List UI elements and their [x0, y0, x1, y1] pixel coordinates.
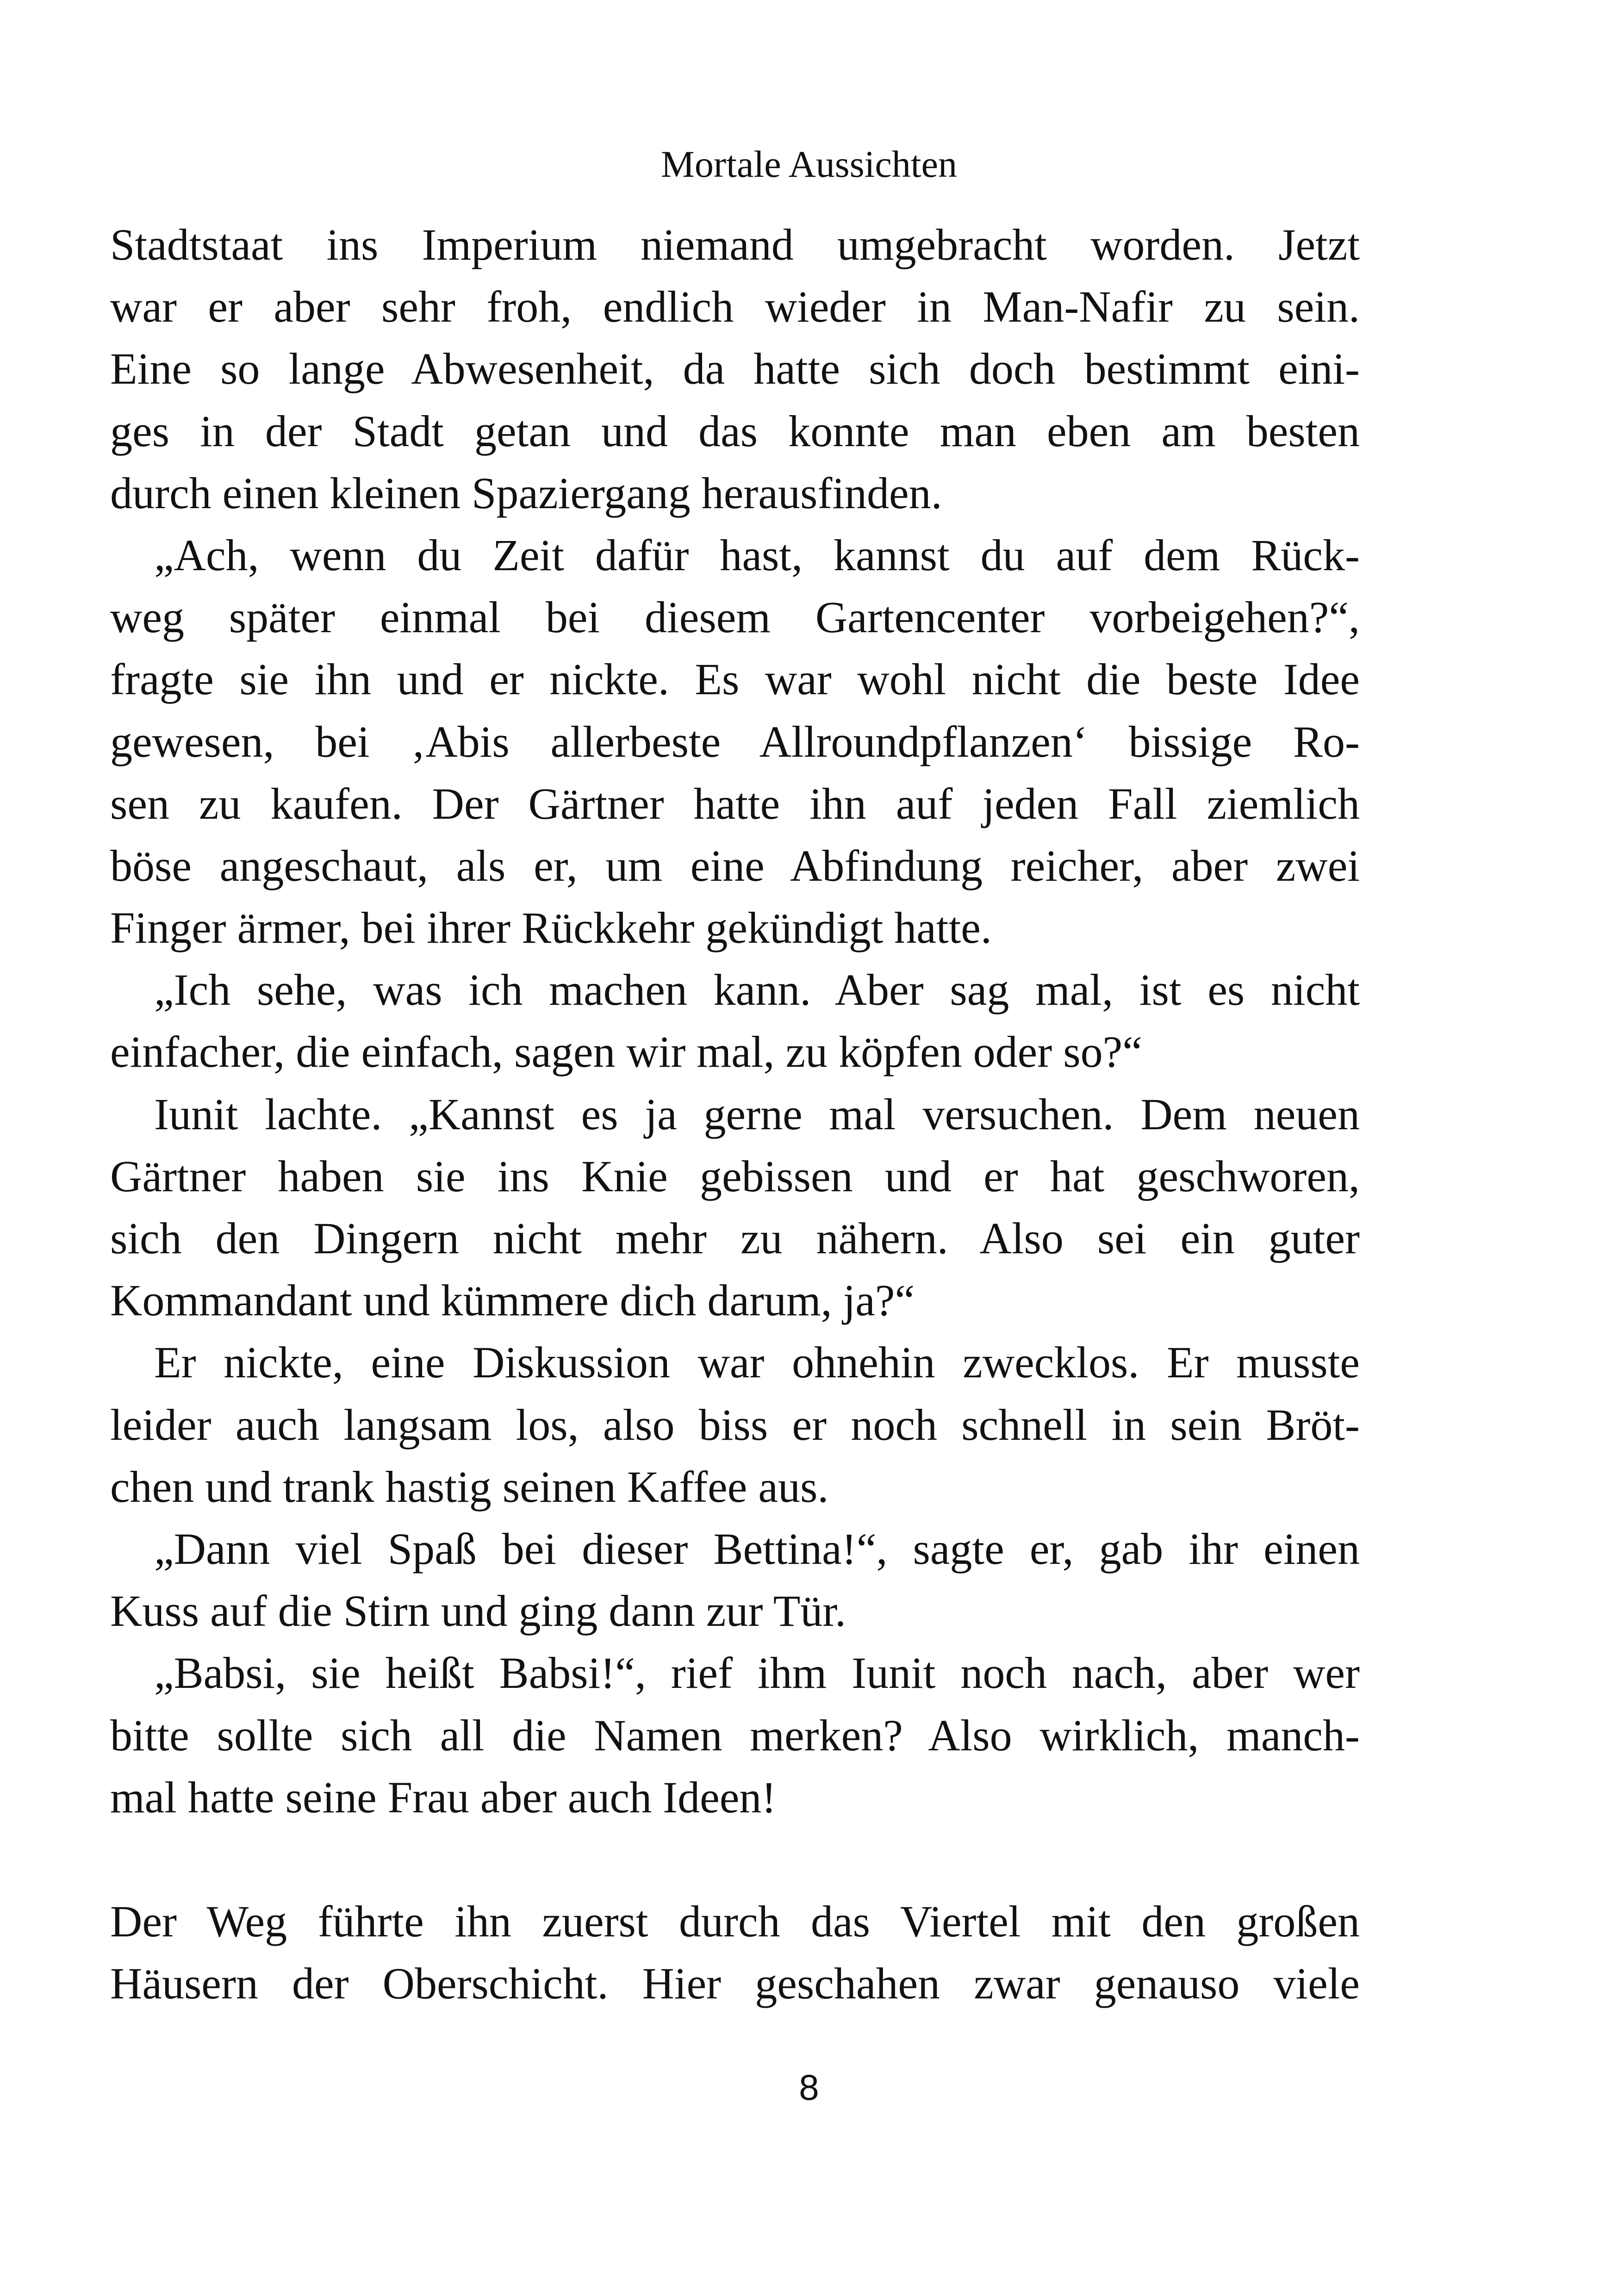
text-line: Iunit lachte. „Kannst es ja gerne mal versuchen. Dem neuen [154, 1089, 1360, 1139]
text-line: „Ach, wenn du Zeit dafür hast, kannst du auf dem Rück- [154, 530, 1360, 580]
text-line: sich den Dingern nicht mehr zu nähern. Also sei ein guter [110, 1213, 1360, 1263]
page-number: 8 [799, 2067, 819, 2108]
text-line: „Babsi, sie heißt Babsi!“, rief ihm Iunit noch nach, aber wer [154, 1648, 1360, 1698]
text-line: Kommandant und kümmere dich darum, ja?“ [110, 1276, 915, 1325]
text-line: „Dann viel Spaß bei dieser Bettina!“, sagte er, gab ihr einen [154, 1524, 1360, 1574]
text-line: Eine so lange Abwesenheit, da hatte sich doch bestimmt eini- [110, 344, 1360, 394]
text-line: böse angeschaut, als er, um eine Abfindung reicher, aber zwei [110, 840, 1360, 890]
text-line: gewesen, bei ‚Abis allerbeste Allroundpflanzen‘ bissige Ro- [110, 716, 1360, 766]
text-line: sen zu kaufen. Der Gärtner hatte ihn auf jeden Fall ziemlich [110, 778, 1360, 828]
text-line: Finger ärmer, bei ihrer Rückkehr gekündigt hatte. [110, 903, 992, 953]
text-line: chen und trank hastig seinen Kaffee aus. [110, 1462, 829, 1512]
text-line: Gärtner haben sie ins Knie gebissen und er hat geschworen, [110, 1151, 1360, 1201]
text-line: Er nickte, eine Diskussion war ohnehin zwecklos. Er musste [154, 1338, 1360, 1388]
text-line: Häusern der Oberschicht. Hier geschahen zwar genauso viele [110, 1959, 1360, 2009]
text-line: Der Weg führte ihn zuerst durch das Viertel mit den großen [110, 1897, 1360, 1947]
body-text [110, 214, 1360, 2015]
text-line: weg später einmal bei diesem Gartencenter vorbeigehen?“, [110, 592, 1360, 642]
text-line: leider auch langsam los, also biss er noch schnell in sein Bröt- [110, 1400, 1360, 1450]
section-break [110, 1829, 1360, 1891]
text-line: mal hatte seine Frau aber auch Ideen! [110, 1772, 777, 1822]
text-line: fragte sie ihn und er nickte. Es war wohl nicht die beste Idee [110, 654, 1360, 704]
text-line: ges in der Stadt getan und das konnte man eben am besten [110, 406, 1360, 456]
text-line: „Ich sehe, was ich machen kann. Aber sag mal, ist es nicht [154, 965, 1360, 1015]
text-line: war er aber sehr froh, endlich wieder in Man-Nafir zu sein. [110, 282, 1360, 332]
text-line: Stadtstaat ins Imperium niemand umgebracht worden. Jetzt [110, 220, 1360, 269]
text-line: einfacher, die einfach, sagen wir mal, zu köpfen oder so?“ [110, 1027, 1142, 1077]
text-line: durch einen kleinen Spaziergang herausfinden. [110, 468, 942, 518]
text-line: bitte sollte sich all die Namen merken? Also wirklich, manch- [110, 1710, 1360, 1760]
running-head: Mortale Aussichten [661, 143, 957, 185]
text-line: Kuss auf die Stirn und ging dann zur Tür. [110, 1586, 846, 1636]
